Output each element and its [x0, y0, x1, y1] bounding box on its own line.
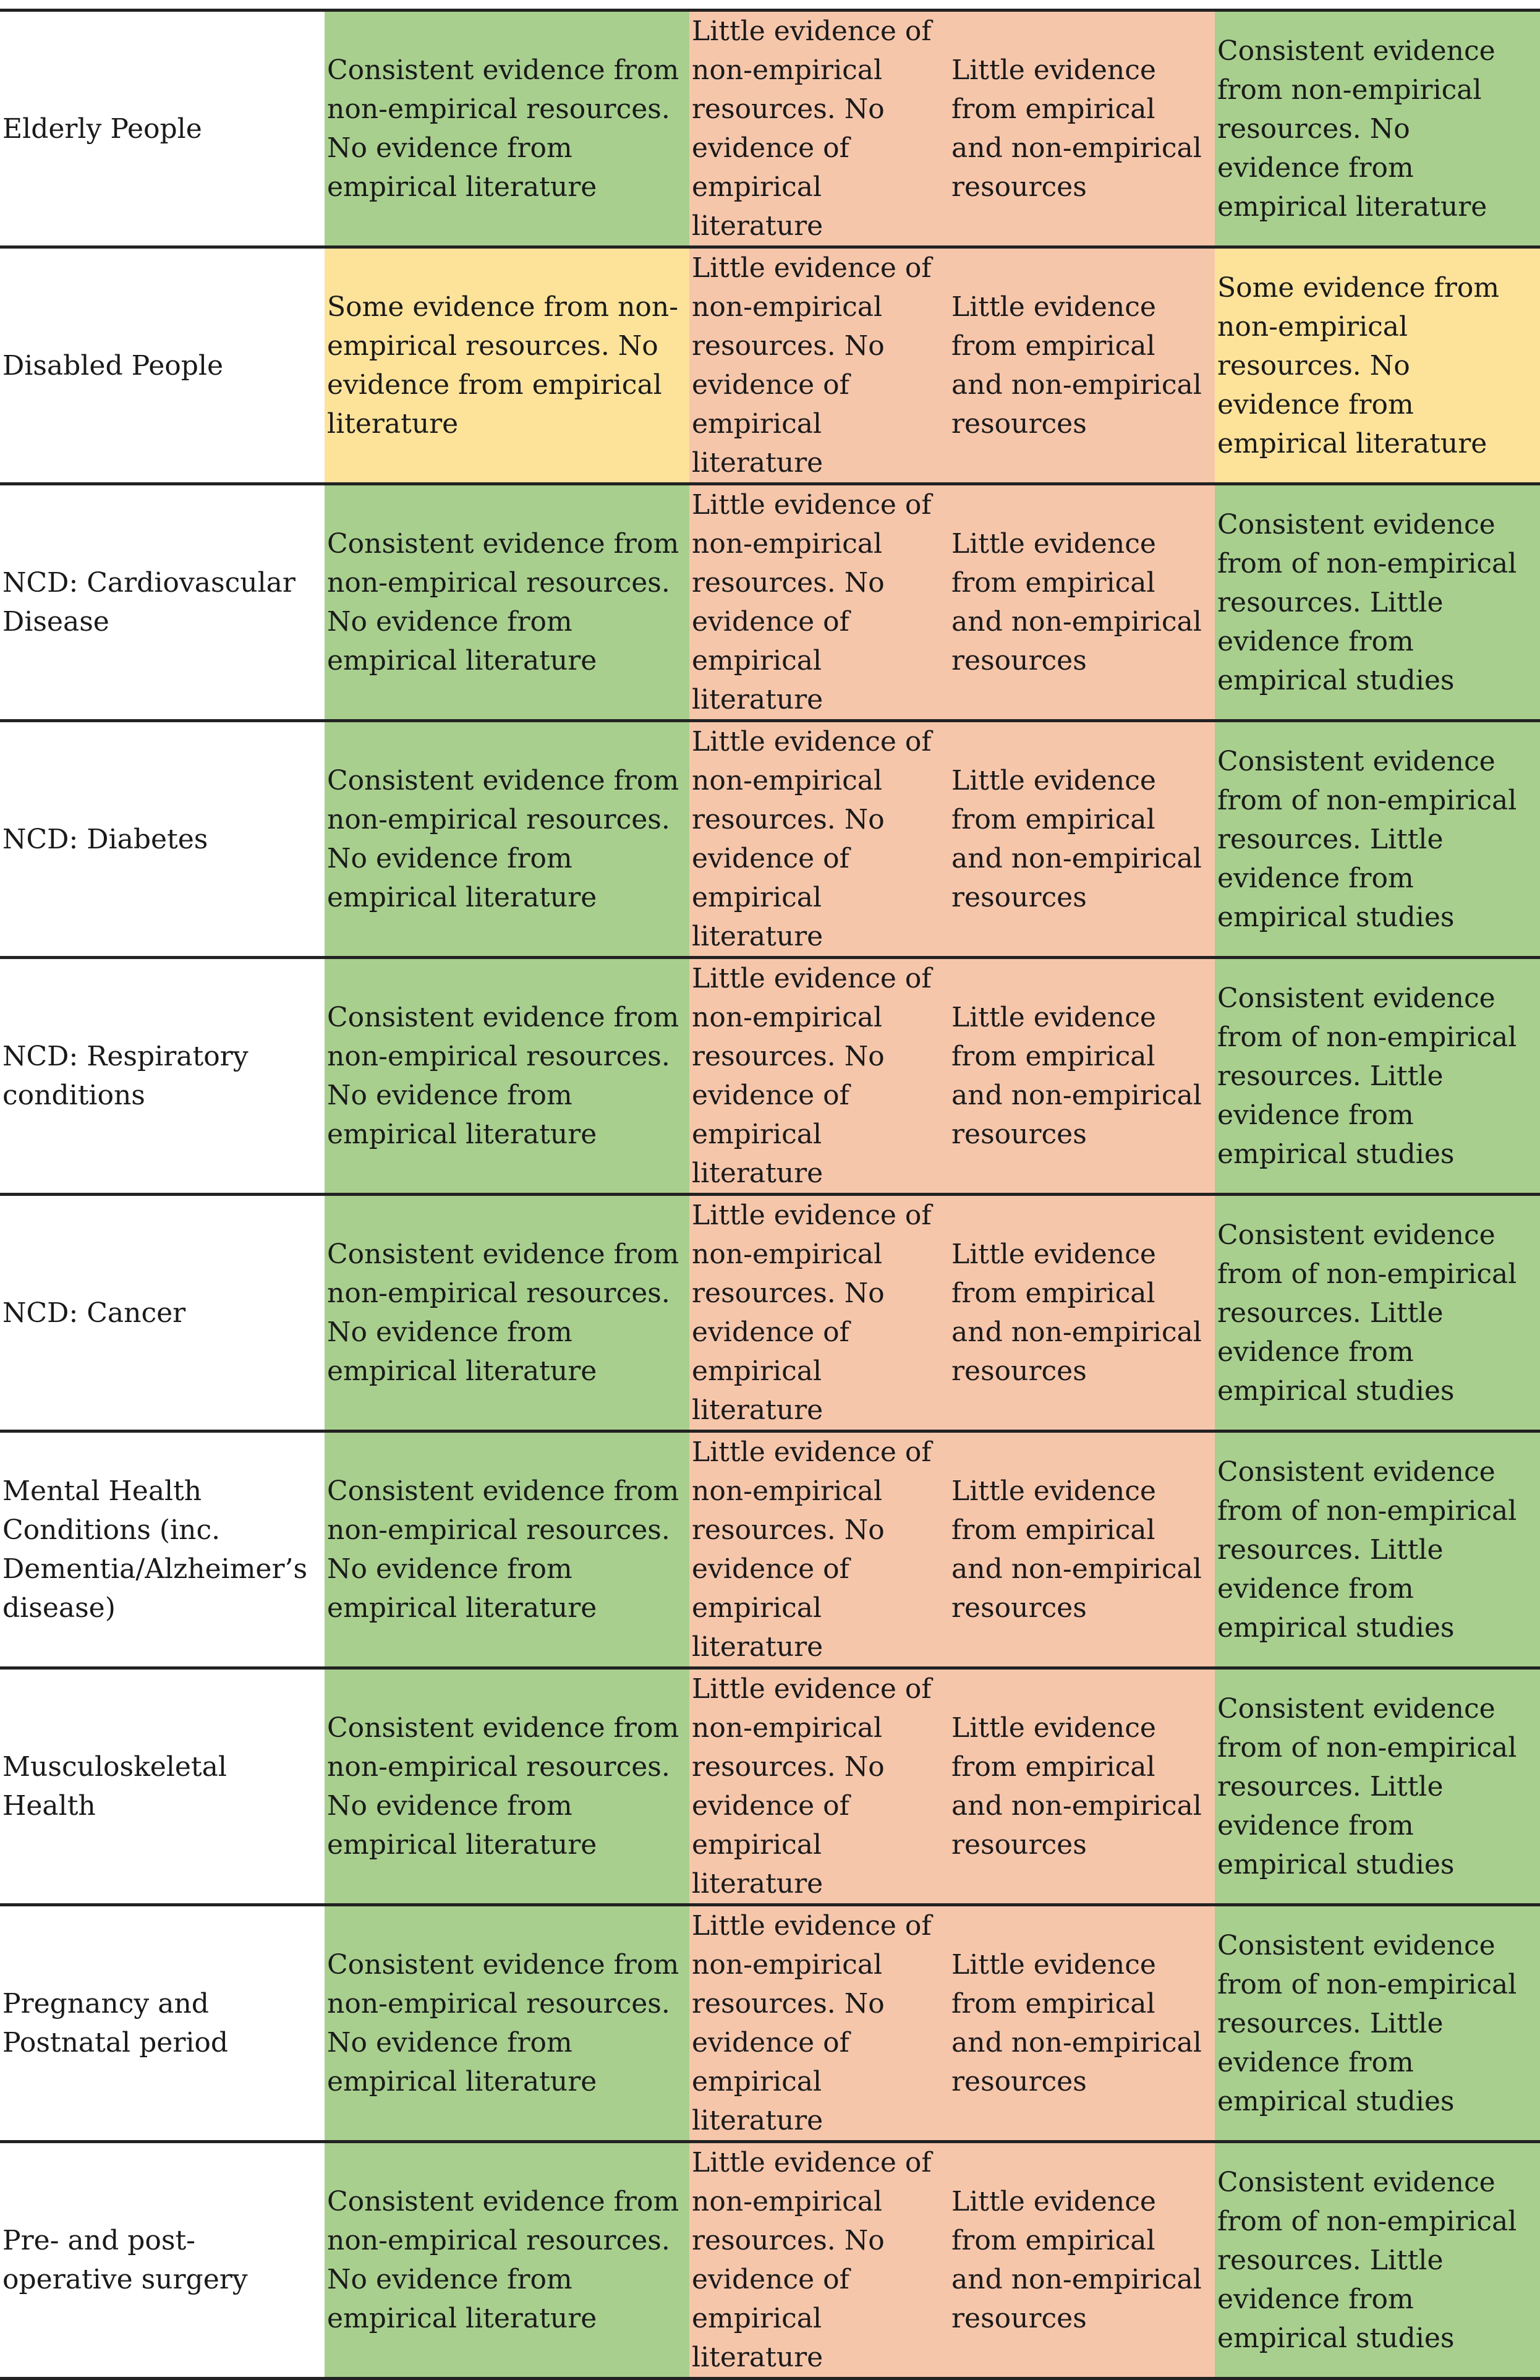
row-label: NCD: Diabetes	[0, 721, 325, 958]
row-label: Musculoskeletal Health	[0, 1668, 325, 1905]
table-row	[0, 1905, 1540, 2142]
evidence-cell: Little evidence from empirical and non-empirical resources	[949, 958, 1215, 1195]
evidence-cell: Little evidence from empirical and non-empirical resources	[949, 1668, 1215, 1905]
evidence-cell: Consistent evidence from of non-empirical resources. Little evidence from empirical studies	[1215, 1195, 1540, 1431]
table-row	[0, 1195, 1540, 1431]
evidence-cell: Consistent evidence from non-empirical resources. No evidence from empirical literature	[325, 11, 689, 247]
evidence-cell: Little evidence of non-empirical resources. No evidence of empirical literature	[689, 1668, 949, 1905]
evidence-cell: Consistent evidence from of non-empirical resources. Little evidence from empirical studies	[1215, 721, 1540, 958]
evidence-cell: Little evidence from empirical and non-empirical resources	[949, 247, 1215, 484]
evidence-cell: Little evidence of non-empirical resources. No evidence of empirical literature	[689, 1195, 949, 1431]
row-label: Disabled People	[0, 247, 325, 484]
evidence-cell: Consistent evidence from of non-empirical resources. Little evidence from empirical studies	[1215, 958, 1540, 1195]
row-label: NCD: Cardiovascular Disease	[0, 484, 325, 721]
evidence-cell: Little evidence of non-empirical resources. No evidence of empirical literature	[689, 484, 949, 721]
row-label: Elderly People	[0, 11, 325, 247]
evidence-cell: Little evidence of non-empirical resources. No evidence of empirical literature	[689, 1905, 949, 2142]
evidence-cell: Consistent evidence from of non-empirical resources. Little evidence from empirical studies	[1215, 1431, 1540, 1668]
table-row	[0, 958, 1540, 1195]
evidence-cell: Consistent evidence from non-empirical resources. No evidence from empirical literature	[325, 1905, 689, 2142]
evidence-cell: Consistent evidence from non-empirical resources. No evidence from empirical literature	[325, 1195, 689, 1431]
evidence-cell: Little evidence from empirical and non-empirical resources	[949, 1195, 1215, 1431]
evidence-cell: Consistent evidence from non-empirical resources. No evidence from empirical literature	[325, 1431, 689, 1668]
evidence-cell: Little evidence from empirical and non-empirical resources	[949, 11, 1215, 247]
evidence-cell: Consistent evidence from non-empirical resources. No evidence from empirical literature	[325, 721, 689, 958]
evidence-cell: Consistent evidence from non-empirical resources. No evidence from empirical literature	[325, 958, 689, 1195]
evidence-cell: Little evidence of non-empirical resources. No evidence of empirical literature	[689, 11, 949, 247]
evidence-cell: Little evidence from empirical and non-empirical resources	[949, 2142, 1215, 2379]
evidence-cell: Little evidence of non-empirical resources. No evidence of empirical literature	[689, 1431, 949, 1668]
row-label: Pre- and post-operative surgery	[0, 2142, 325, 2379]
table-row	[0, 721, 1540, 958]
row-label: NCD: Cancer	[0, 1195, 325, 1431]
table-row	[0, 247, 1540, 484]
evidence-cell: Consistent evidence from non-empirical resources. No evidence from empirical literature	[1215, 11, 1540, 247]
evidence-cell: Little evidence of non-empirical resources. No evidence of empirical literature	[689, 721, 949, 958]
evidence-cell: Consistent evidence from of non-empirical resources. Little evidence from empirical studies	[1215, 1668, 1540, 1905]
evidence-cell: Some evidence from non-empirical resources. No evidence from empirical literature	[325, 247, 689, 484]
table-row	[0, 11, 1540, 247]
row-label: Pregnancy and Postnatal period	[0, 1905, 325, 2142]
table-row	[0, 484, 1540, 721]
evidence-cell: Consistent evidence from of non-empirical resources. Little evidence from empirical studies	[1215, 1905, 1540, 2142]
table-row	[0, 1668, 1540, 1905]
evidence-cell: Little evidence of non-empirical resources. No evidence of empirical literature	[689, 2142, 949, 2379]
evidence-cell: Consistent evidence from of non-empirical resources. Little evidence from empirical studies	[1215, 2142, 1540, 2379]
evidence-cell: Consistent evidence from non-empirical resources. No evidence from empirical literature	[325, 1668, 689, 1905]
evidence-cell: Consistent evidence from non-empirical resources. No evidence from empirical literature	[325, 484, 689, 721]
evidence-table	[0, 9, 1540, 2380]
evidence-cell: Consistent evidence from non-empirical resources. No evidence from empirical literature	[325, 2142, 689, 2379]
table-row	[0, 1431, 1540, 1668]
evidence-cell: Consistent evidence from of non-empirical resources. Little evidence from empirical studies	[1215, 484, 1540, 721]
table-row	[0, 2142, 1540, 2379]
evidence-cell: Some evidence from non-empirical resources. No evidence from empirical literature	[1215, 247, 1540, 484]
evidence-cell: Little evidence from empirical and non-empirical resources	[949, 484, 1215, 721]
row-label: NCD: Respiratory conditions	[0, 958, 325, 1195]
row-label: Mental Health Conditions (inc. Dementia/Alzheimer’s disease)	[0, 1431, 325, 1668]
evidence-cell: Little evidence from empirical and non-empirical resources	[949, 1905, 1215, 2142]
evidence-cell: Little evidence of non-empirical resources. No evidence of empirical literature	[689, 958, 949, 1195]
evidence-cell: Little evidence from empirical and non-empirical resources	[949, 1431, 1215, 1668]
evidence-cell: Little evidence of non-empirical resources. No evidence of empirical literature	[689, 247, 949, 484]
table-body	[0, 11, 1540, 2379]
evidence-cell: Little evidence from empirical and non-empirical resources	[949, 721, 1215, 958]
